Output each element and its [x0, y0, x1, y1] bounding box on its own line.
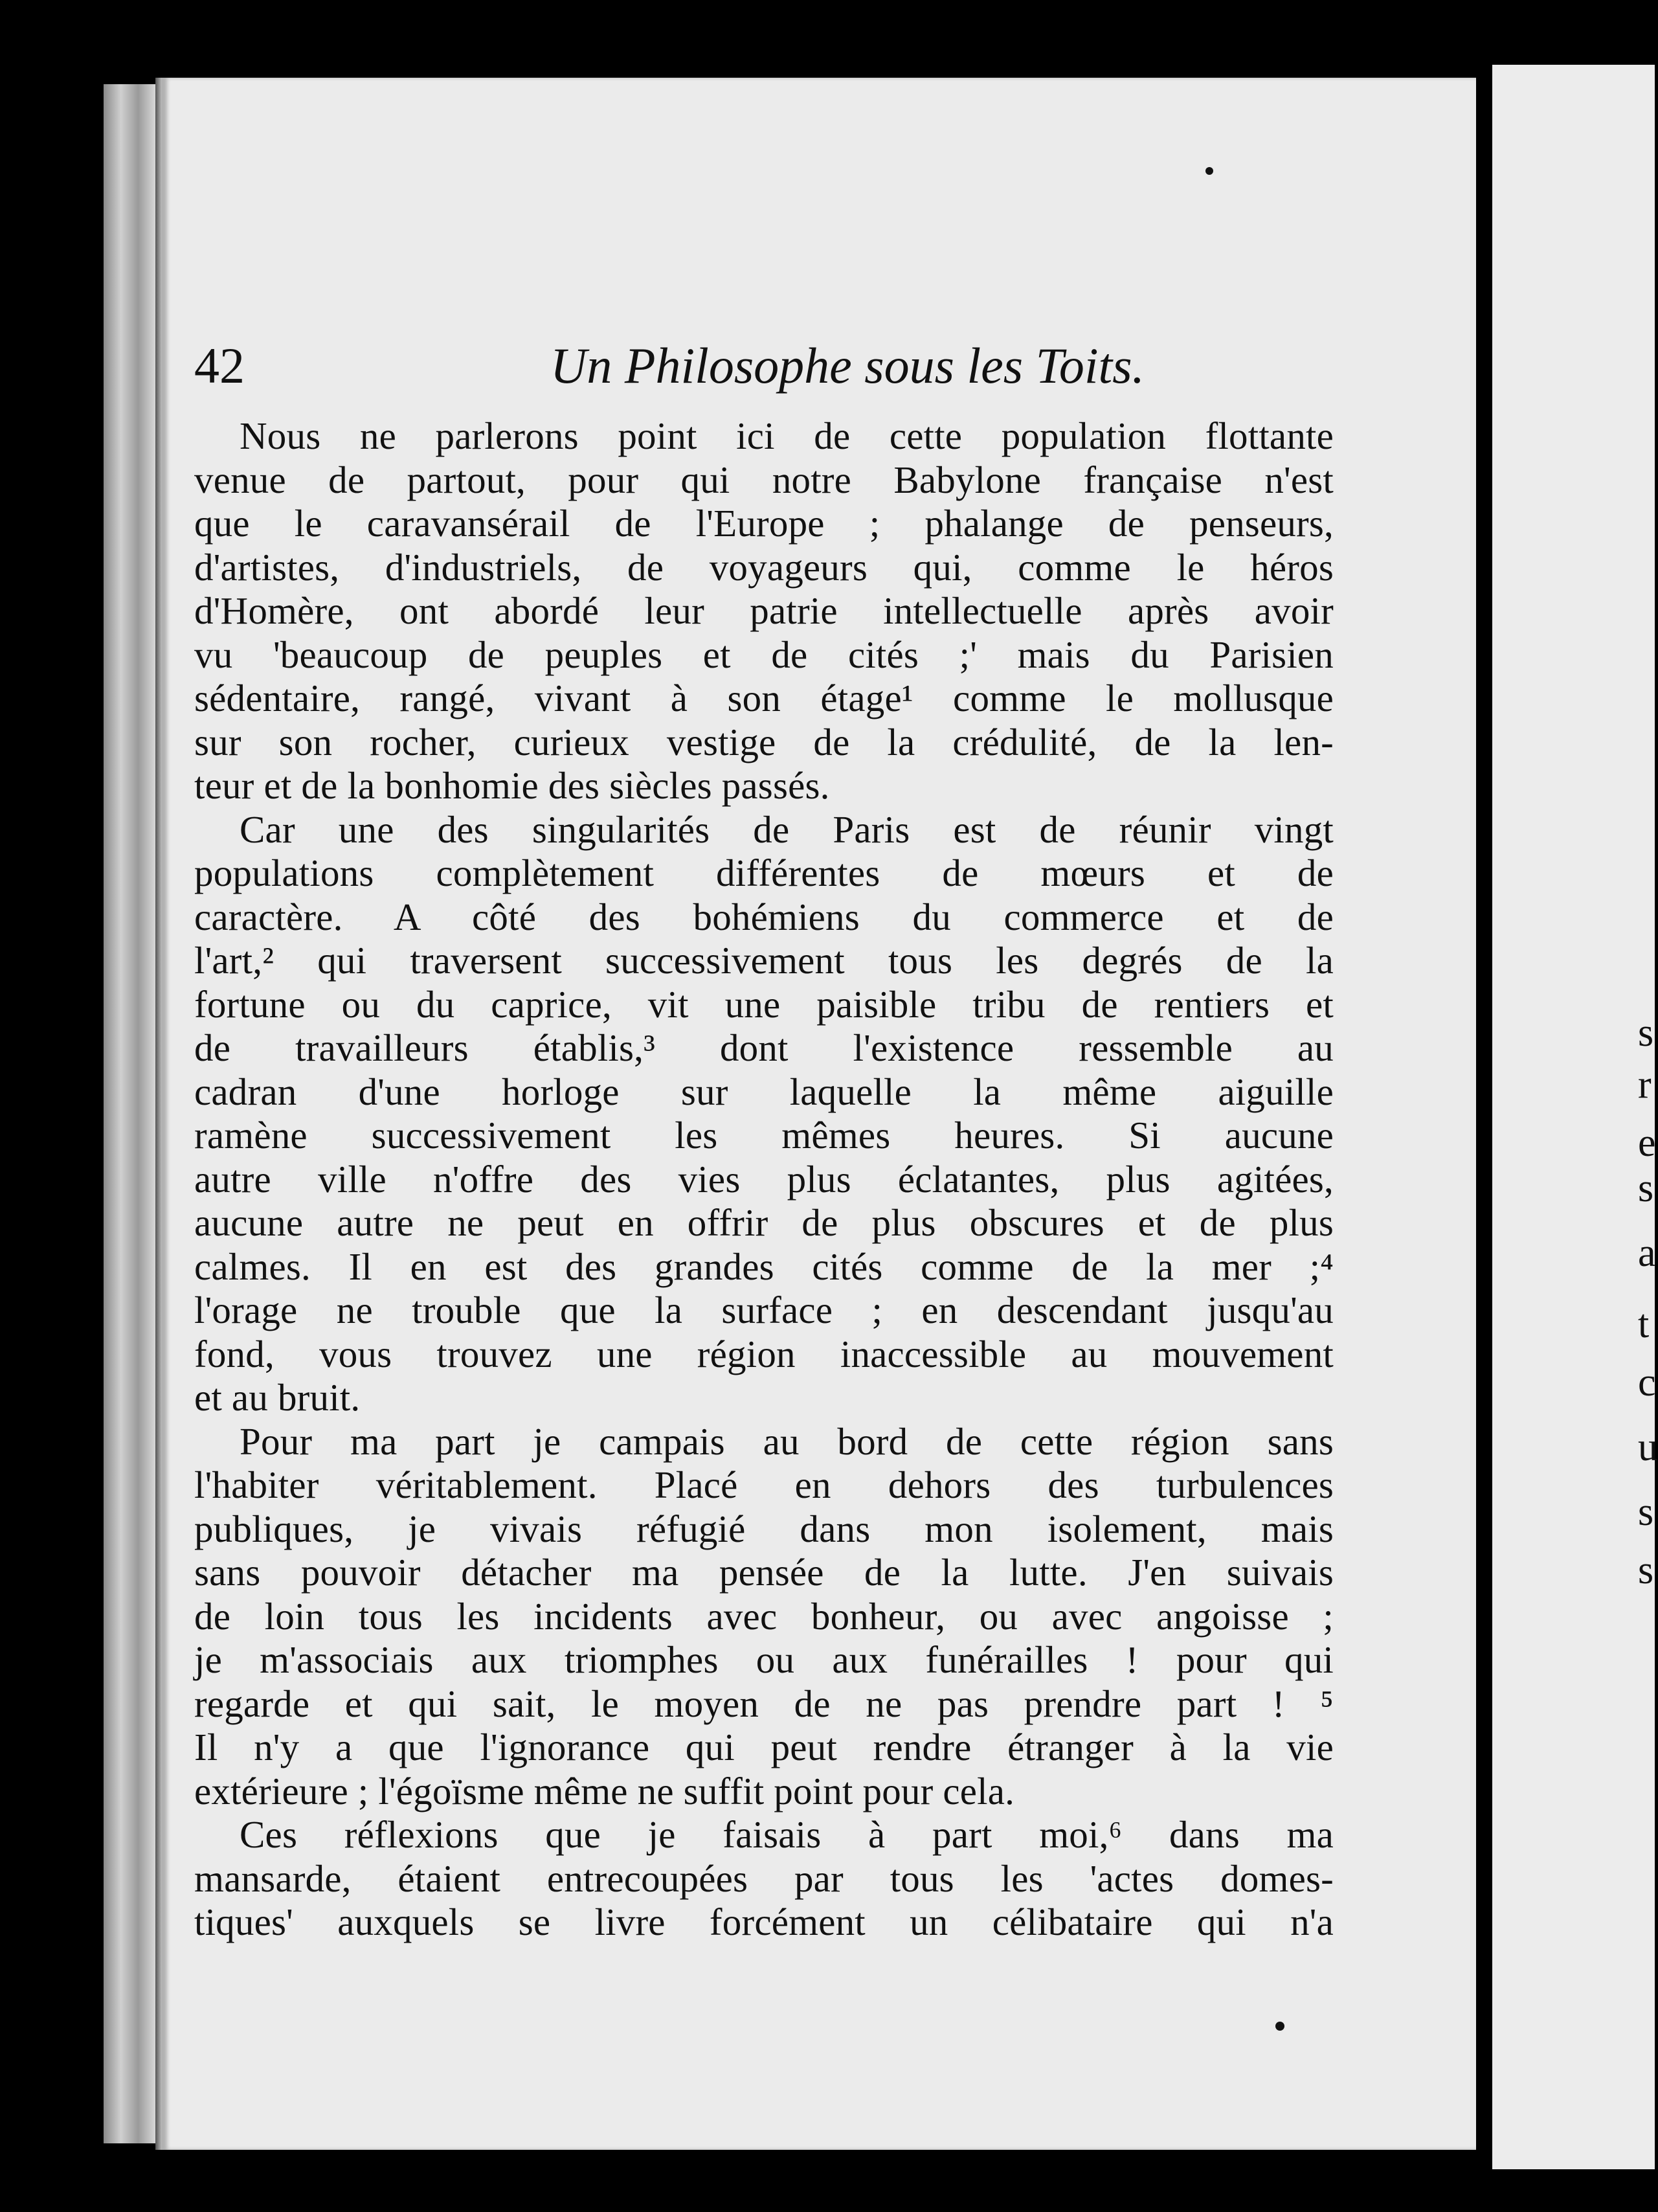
facing-page-letter: s [1638, 1490, 1654, 1534]
text-line: autre ville n'offre des vies plus éclatantes, plus agitées, [194, 1157, 1334, 1201]
facing-page-letter: c [1638, 1360, 1656, 1405]
ink-speck [1205, 167, 1213, 175]
text-line: l'orage ne trouble que la surface ; en descendant jusqu'au [194, 1289, 1334, 1331]
facing-page-letter: s [1638, 1166, 1654, 1210]
text-line: l'art,² qui traversent successivement tous les degrés de la [194, 939, 1334, 982]
text-line: regarde et qui sait, le moyen de ne pas prendre part ! ⁵ [194, 1682, 1334, 1725]
page-stack-edge [104, 84, 155, 2143]
text-line: Nous ne parlerons point ici de cette population flottante [240, 414, 1334, 457]
facing-page-letter: e [1638, 1121, 1656, 1165]
text-line: Il n'y a que l'ignorance qui peut rendre étranger à la vie [194, 1726, 1334, 1768]
facing-page-letter: a [1638, 1231, 1656, 1275]
facing-page-letter: s [1638, 1011, 1654, 1055]
text-line: sur son rocher, curieux vestige de la crédulité, de la len- [194, 720, 1334, 763]
text-line: publiques, je vivais réfugié dans mon isolement, mais [194, 1507, 1334, 1550]
facing-page-letter: t [1638, 1302, 1650, 1346]
facing-page-letter: u [1638, 1425, 1658, 1469]
text-line: d'Homère, ont abordé leur patrie intellectuelle après avoir [194, 589, 1334, 632]
text-line: de loin tous les incidents avec bonheur, ou avec angoisse ; [194, 1594, 1334, 1638]
text-line: aucune autre ne peut en offrir de plus obscures et de plus [194, 1201, 1334, 1244]
text-line: Ces réflexions que je faisais à part moi,⁶ dans ma [240, 1813, 1334, 1856]
text-line: sédentaire, rangé, vivant à son étage¹ comme le mollusque [194, 677, 1334, 719]
facing-page [1492, 65, 1655, 2169]
text-line: Pour ma part je campais au bord de cette région sans [240, 1419, 1334, 1463]
page-number: 42 [194, 337, 245, 394]
text-line: calmes. Il en est des grandes cités comme de la mer ;⁴ [194, 1245, 1334, 1288]
text-line: caractère. A côté des bohémiens du commerce et de [194, 895, 1334, 938]
text-line: venue de partout, pour qui notre Babylone française n'est [194, 458, 1334, 501]
text-line: extérieure ; l'égoïsme même ne suffit point pour cela. [194, 1769, 1015, 1812]
text-line: fond, vous trouvez une région inaccessible au mouvement [194, 1332, 1334, 1375]
ink-speck [1275, 2022, 1284, 2031]
text-line: vu 'beaucoup de peuples et de cités ;' mais du Parisien [194, 633, 1334, 676]
running-head: Un Philosophe sous les Toits. [550, 337, 1145, 394]
text-line: sans pouvoir détacher ma pensée de la lutte. J'en suivais [194, 1551, 1334, 1594]
text-line: ramène successivement les mêmes heures. Si aucune [194, 1114, 1334, 1157]
text-line: l'habiter véritablement. Placé en dehors des turbulences [194, 1463, 1334, 1506]
text-line: teur et de la bonhomie des siècles passés. [194, 764, 830, 807]
text-line: fortune ou du caprice, vit une paisible tribu de rentiers et [194, 982, 1334, 1026]
text-line: tiques' auxquels se livre forcément un célibataire qui n'a [194, 1901, 1334, 1943]
text-line: cadran d'une horloge sur laquelle la même aiguille [194, 1070, 1334, 1113]
text-line: d'artistes, d'industriels, de voyageurs qui, comme le héros [194, 545, 1334, 589]
text-line: je m'associais aux triomphes ou aux funérailles ! pour qui [194, 1638, 1334, 1681]
text-line: que le caravansérail de l'Europe ; phalange de penseurs, [194, 502, 1334, 545]
text-line: populations complètement différentes de mœurs et de [194, 852, 1334, 894]
text-line: de travailleurs établis,³ dont l'existence ressemble au [194, 1026, 1334, 1069]
body-text [194, 414, 1334, 1945]
text-line: Car une des singularités de Paris est de réunir vingt [240, 807, 1334, 851]
text-line: et au bruit. [194, 1376, 361, 1419]
text-line: mansarde, étaient entrecoupées par tous les 'actes domes- [194, 1857, 1334, 1900]
facing-page-letter: r [1638, 1063, 1652, 1107]
facing-page-letter: s [1638, 1548, 1654, 1592]
